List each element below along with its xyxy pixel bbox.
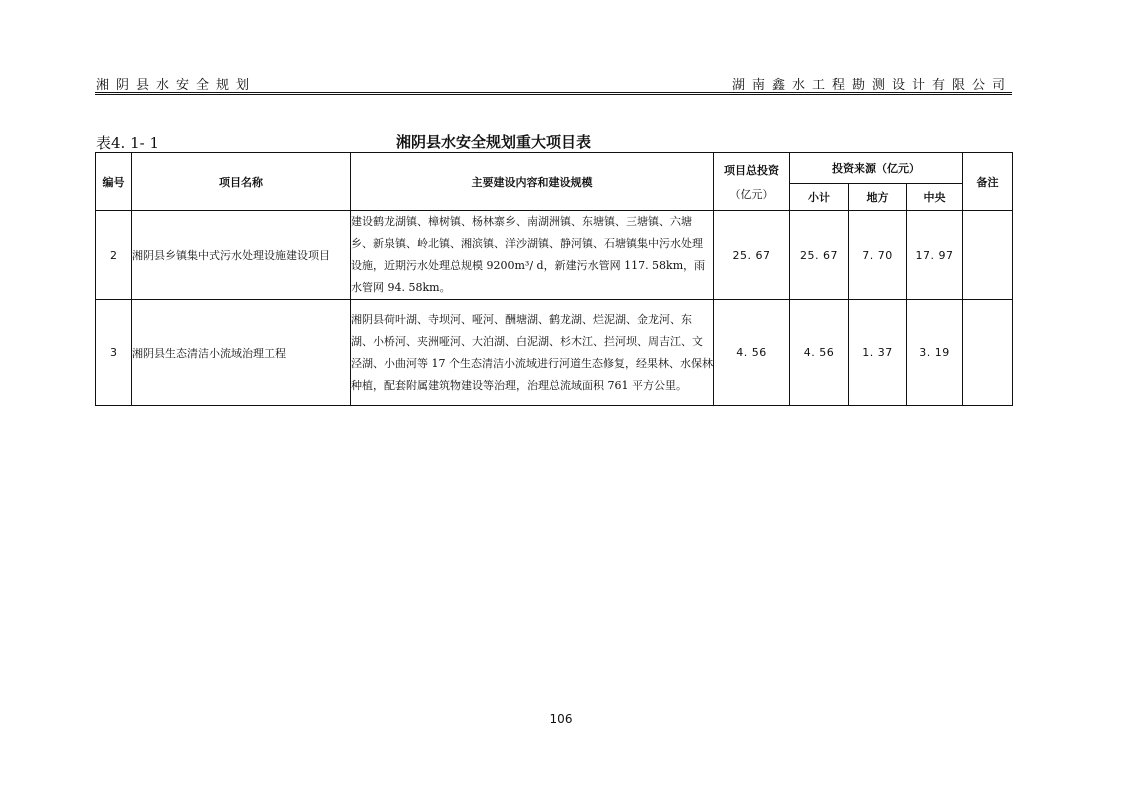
- row-central: 17. 97: [907, 211, 963, 300]
- col-header-num: 编号: [96, 153, 132, 211]
- row-name: 湘阴县乡镇集中式污水处理设施建设项目: [132, 211, 351, 300]
- row-subtotal: 25. 67: [790, 211, 849, 300]
- header-company-name: 湖南鑫水工程勘测设计有限公司: [731, 78, 1012, 93]
- row-local: 1. 37: [849, 300, 907, 406]
- col-header-total-unit: （亿元）: [729, 187, 774, 201]
- row-subtotal: 4. 56: [790, 300, 849, 406]
- row-local: 7. 70: [849, 211, 907, 300]
- row-remark: [963, 211, 1013, 300]
- row-central: 3. 19: [907, 300, 963, 406]
- col-header-subtotal: 小计: [790, 184, 849, 211]
- row-num: 2: [96, 211, 132, 300]
- header-document-title: 湘阴县水安全规划: [96, 78, 257, 93]
- col-header-central: 中央: [907, 184, 963, 211]
- table-title: 湘阴县水安全规划重大项目表: [396, 133, 592, 151]
- table-number: 表4. 1- 1: [96, 134, 160, 152]
- row-content: 建设鹤龙湖镇、樟树镇、杨林寨乡、南湖洲镇、东塘镇、三塘镇、六塘乡、新泉镇、岭北镇、湘滨镇、洋沙湖镇、静河镇、石塘镇集中污水处理设施，近期污水处理总规模 9200m³/ d，新建污水管网 117. 58km，雨水管网 94. 58km。: [351, 211, 714, 300]
- row-name: 湘阴县生态清洁小流域治理工程: [132, 300, 351, 406]
- header-rule: [95, 92, 1012, 93]
- col-header-name: 项目名称: [132, 153, 351, 211]
- header-rule-secondary: [95, 94, 1012, 95]
- row-content: 湘阴县荷叶湖、寺坝河、哑河、酬塘湖、鹤龙湖、烂泥湖、金龙河、东湖、小桥河、夹洲哑河、大泊湖、白泥湖、杉木江、拦河坝、周吉江、文泾湖、小曲河等 17 个生态清洁小流域进行河道生态修复，经果林、水保林种植，配套附属建筑物建设等治理，治理总流域面积 761 平方公里。: [351, 300, 714, 406]
- col-header-remark: 备注: [963, 153, 1013, 211]
- col-header-total: [714, 153, 790, 211]
- table-row: [96, 211, 1013, 300]
- row-total: 4. 56: [714, 300, 790, 406]
- row-total: 25. 67: [714, 211, 790, 300]
- col-header-source: 投资来源（亿元）: [790, 153, 963, 184]
- row-remark: [963, 300, 1013, 406]
- row-num: 3: [96, 300, 132, 406]
- col-header-local: 地方: [849, 184, 907, 211]
- col-header-total-label: 项目总投资: [724, 163, 779, 177]
- projects-table: [95, 152, 1013, 406]
- table-row: [96, 300, 1013, 406]
- page-number: 106: [549, 712, 573, 726]
- col-header-content: 主要建设内容和建设规模: [351, 153, 714, 211]
